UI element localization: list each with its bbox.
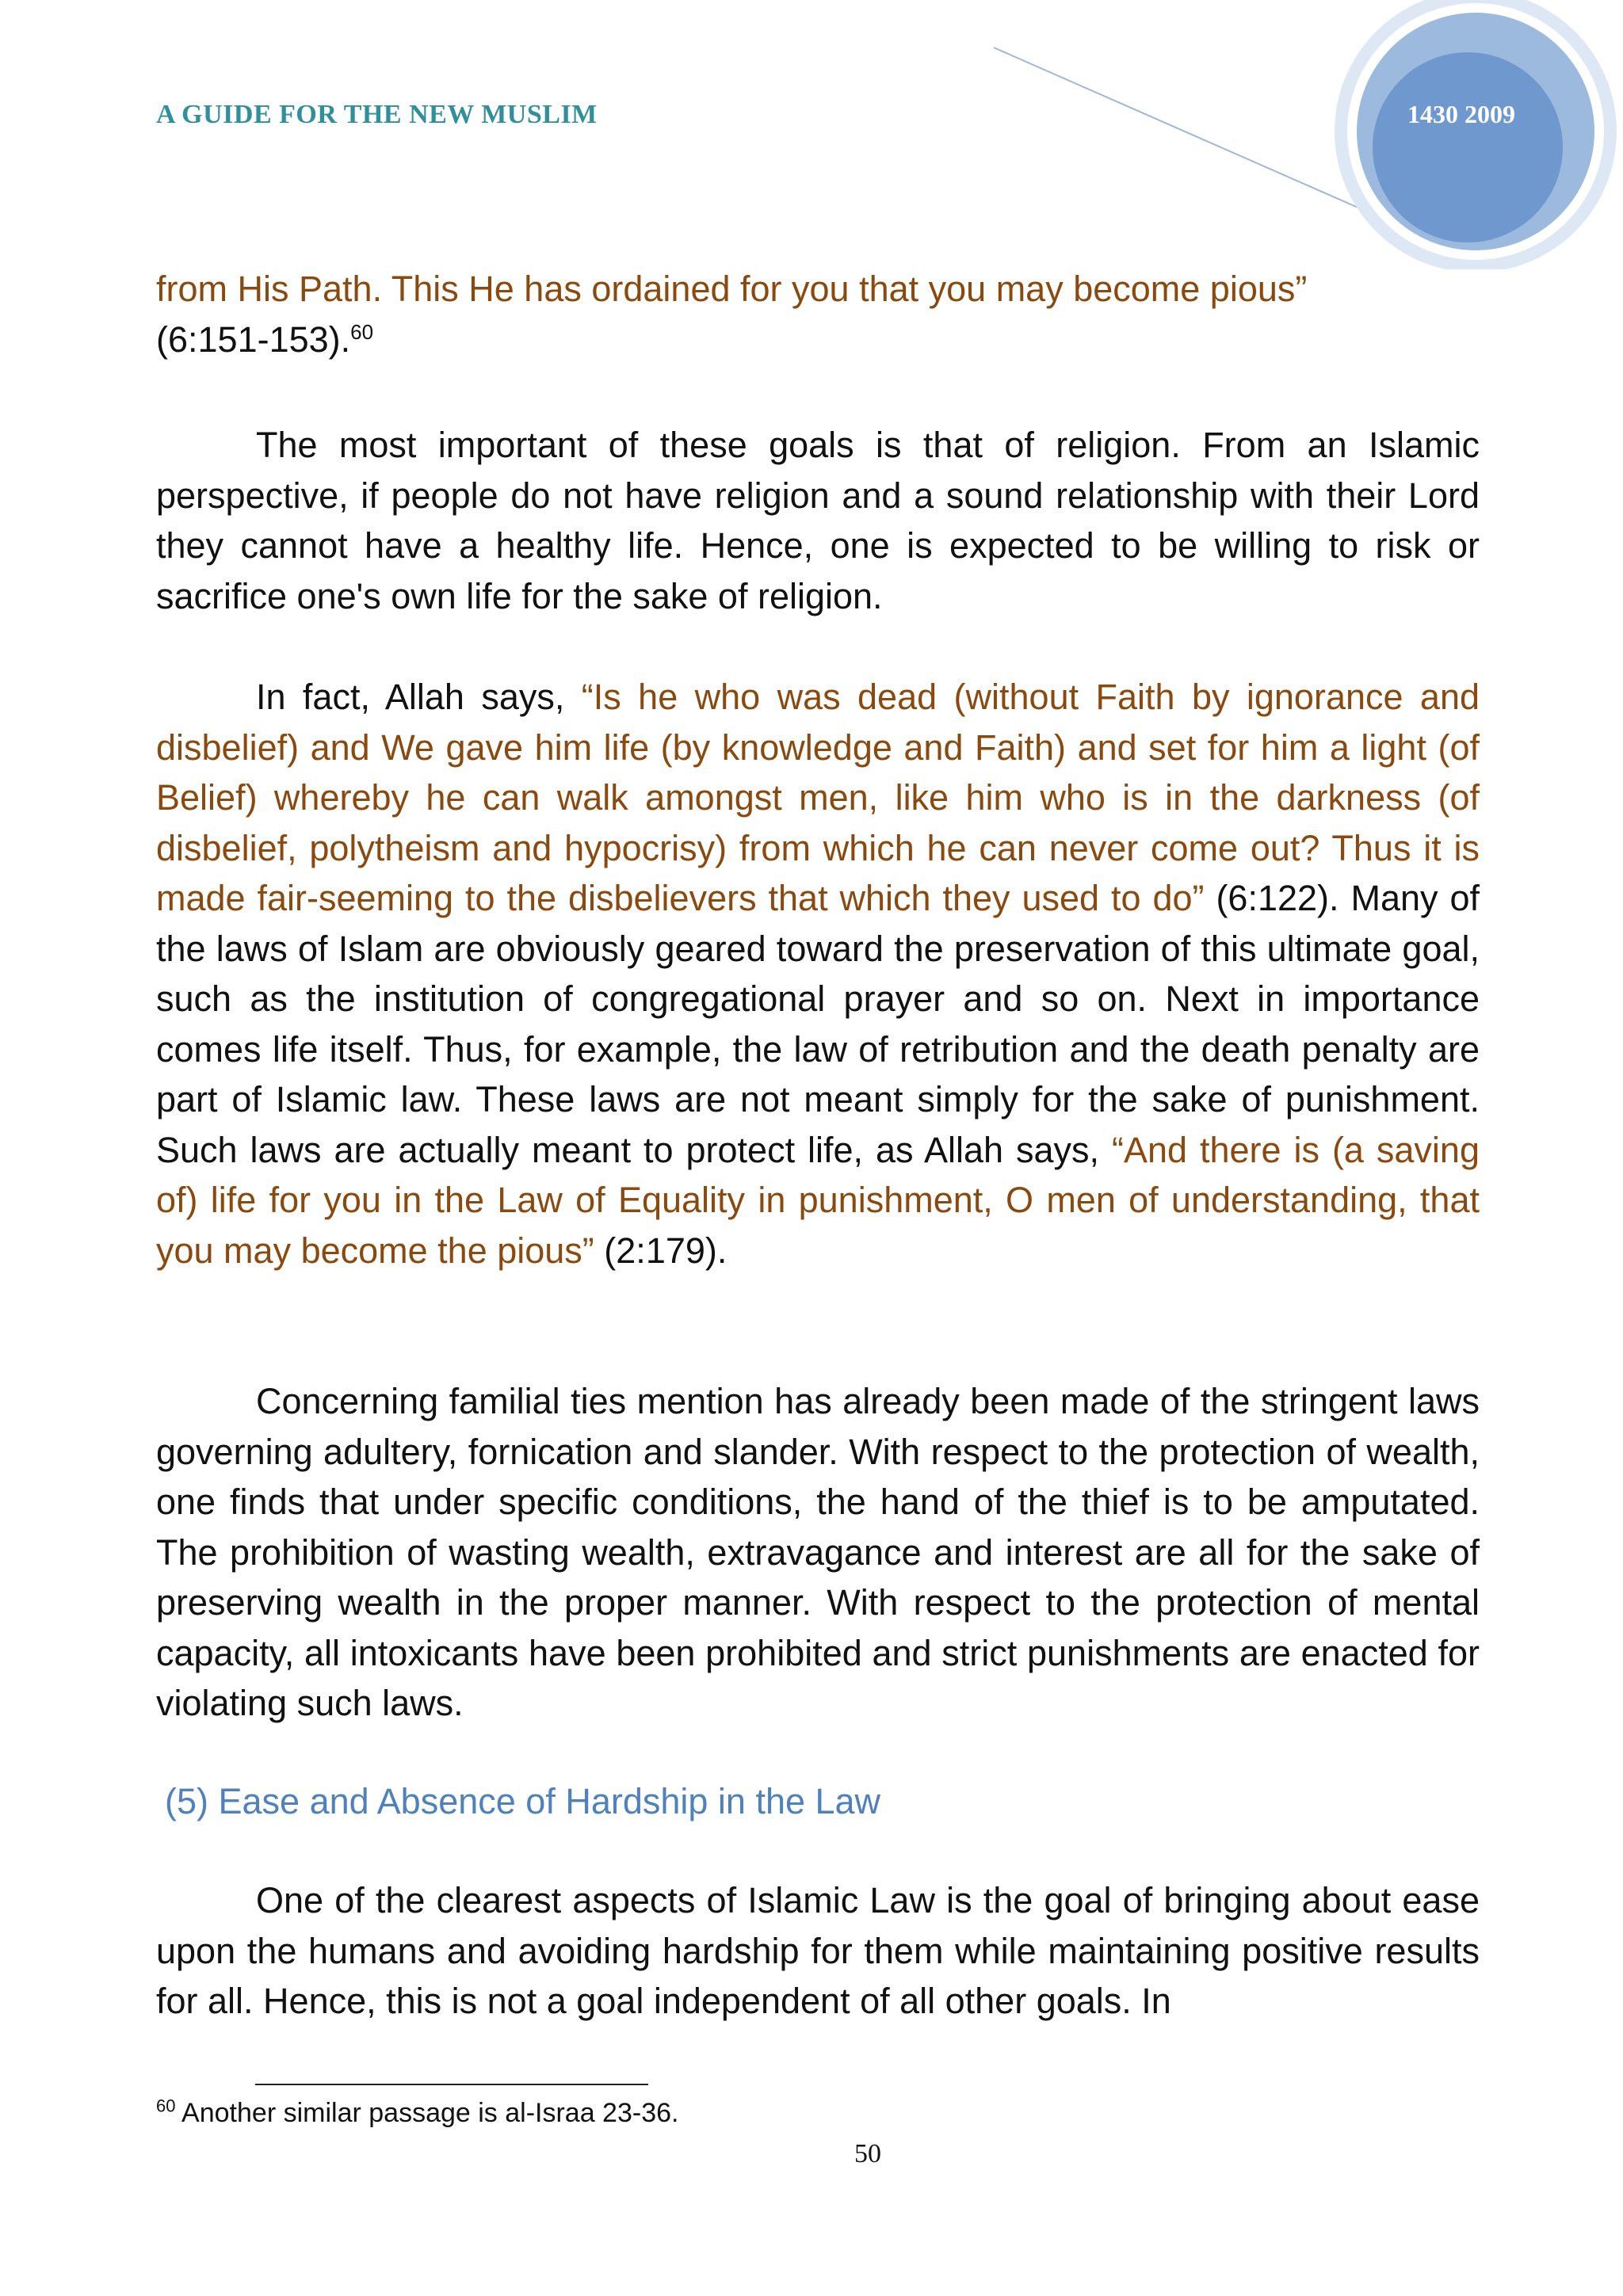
footnote: [156, 2098, 678, 2129]
paragraph-mid: (6:122). Many of the laws of Islam are obviously geared toward the preservation of this ultimate goal, such as the institution of congregational prayer and so on. Next in importance comes life itself. Thus, for example, the law of retribution and the death penalty are part of Islamic law. These laws are not meant simply for the sake of punishment. Such laws are actually meant to protect life, as Allah says,: [156, 878, 1480, 1170]
header-title: A GUIDE FOR THE NEW MUSLIM: [156, 100, 598, 129]
quote-text: from His Path. This He has ordained for you that you may become pious”: [156, 269, 1308, 309]
quote-reference: (6:151-153).: [156, 318, 351, 360]
paragraph-text: [156, 672, 1480, 1276]
footnote-separator: [255, 2084, 648, 2085]
header-circle-inner: [1373, 52, 1563, 242]
paragraph-ease: [156, 1875, 1480, 2027]
paragraph-life: [156, 672, 1480, 1276]
paragraph-familial-ties: [156, 1376, 1480, 1729]
footnote-marker[interactable]: 60: [350, 319, 374, 344]
quote-text: “And there is (a saving of) life for you in the Law of Equality in punishment, O men of understanding, that you may become the pious”: [156, 1129, 1480, 1271]
paragraph-religion: [156, 420, 1480, 621]
continued-quote-block: [156, 264, 1480, 364]
footnote-number: 60: [156, 2096, 176, 2116]
continued-quote-paragraph: [156, 264, 1480, 364]
paragraph-text: Concerning familial ties mention has already been made of the stringent laws governing adultery, fornication and slander. With respect to the protection of wealth, one finds that under specific conditions, the hand of the thief is to be amputated. The prohibition of wasting wealth, extravagance and interest are all for the sake of preserving wealth in the proper manner. With respect to the protection of mental capacity, all intoxicants have been prohibited and strict punishments are enacted for violating such laws.: [156, 1381, 1480, 1723]
paragraph-end: (2:179).: [594, 1230, 727, 1271]
paragraph-text: One of the clearest aspects of Islamic Law is the goal of bringing about ease upon the humans and avoiding hardship for them while maintaining positive results for all. Hence, this is not a goal independent of all other goals. In: [156, 1880, 1480, 2021]
header-year: 1430 2009: [1407, 100, 1515, 128]
section-heading: (5) Ease and Absence of Hardship in the Law: [165, 1781, 881, 1821]
quote-text: “Is he who was dead (without Faith by ignorance and disbelief) and We gave him life (by knowledge and Faith) and set for him a light (of Belief) whereby he can walk amongst men, like him who is in the darkness (of disbelief, polytheism and hypocrisy) from which he can never come out? Thus it is made fair-seeming to the disbelievers that which they used to do”: [156, 677, 1480, 918]
header-circle-decoration: [0, 0, 1623, 269]
paragraph-text: The most important of these goals is that of religion. From an Islamic perspective, if people do not have religion and a sound relationship with their Lord they cannot have a healthy life. Hence, one is expected to be willing to risk or sacrifice one's own life for the sake of religion.: [156, 425, 1480, 616]
paragraph-intro: In fact, Allah says,: [256, 677, 582, 717]
page-number: 50: [854, 2139, 881, 2168]
footnote-text: Another similar passage is al-Israa 23-36.: [175, 2098, 679, 2128]
